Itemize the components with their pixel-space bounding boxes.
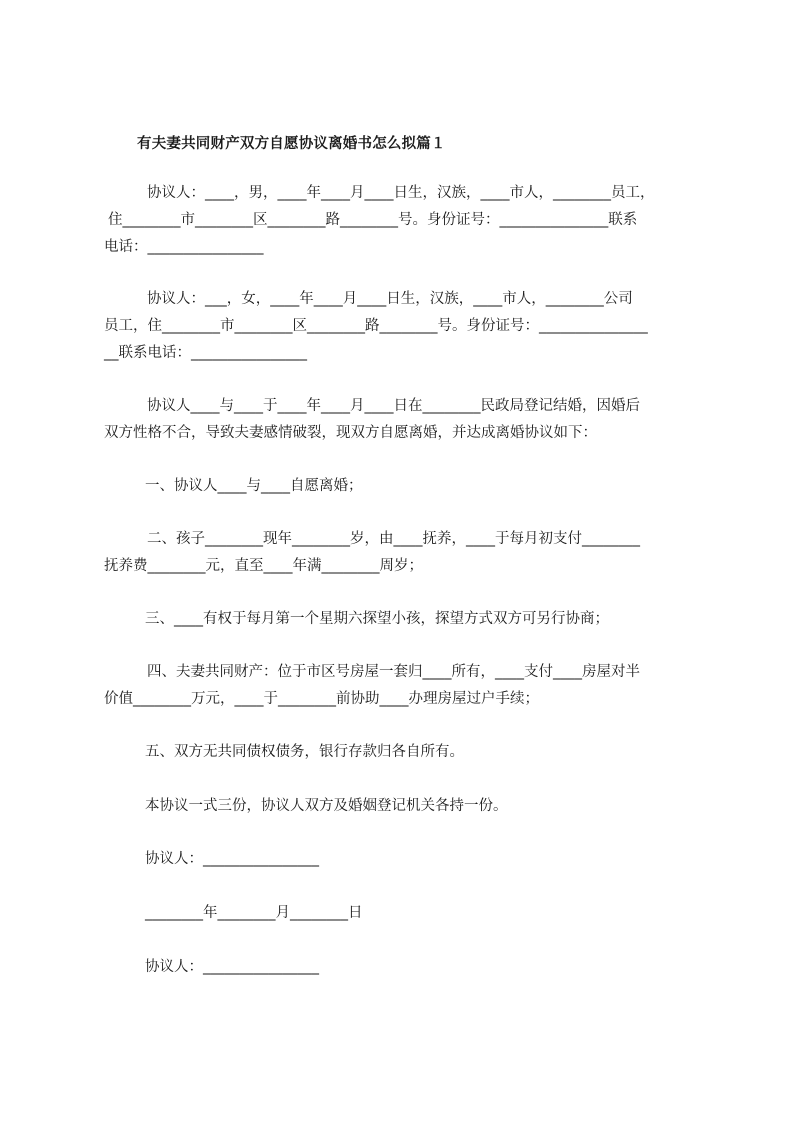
clause-3: 三、____有权于每月第一个星期六探望小孩，探望方式双方可另行协商； [145,611,609,627]
party2-line-3: __联系电话：________________ [104,345,307,361]
intro-line-1: 协议人____与____于____年____月____日在________民政局登记结婚，因婚后 [147,398,640,414]
clause-1: 一、协议人____与____自愿离婚； [145,478,363,494]
signature-line-1: 协议人：________________ [145,851,319,867]
clause-4-line-1: 四、夫妻共同财产：位于市区号房屋一套归____所有，____支付____房屋对半 [147,664,640,680]
party1-line-3: 电话：________________ [104,239,264,255]
clause-5: 五、双方无共同债权债务，银行存款归各自所有。 [145,744,464,760]
intro-line-2: 双方性格不合，导致夫妻感情破裂，现双方自愿离婚，并达成离婚协议如下： [104,425,597,441]
copies-statement: 本协议一式三份，协议人双方及婚姻登记机关各持一份。 [145,798,508,814]
party1-line-2: 住________市________区________路________号。身份证号：_______________联系 [108,212,638,228]
party2-line-1: 协议人：___，女，____年____月____日生，汉族，____市人，________公司 [147,291,633,307]
clause-2-line-1: 二、孩子________现年________岁，由____抚养，____于每月初支付________ [147,531,640,547]
signature-line-2: 协议人：________________ [145,959,319,975]
party1-line-1: 协议人：____，男，____年____月____日生，汉族，____市人，________员工， [147,185,655,201]
date-line: ________年________月________日 [145,905,363,921]
clause-4-line-2: 价值________万元，____于________前协助____办理房屋过户手续； [104,691,539,707]
clause-2-line-2: 抚养费________元，直至____年满________周岁； [104,558,423,574]
document-title: 有夫妻共同财产双方自愿协议离婚书怎么拟篇１ [137,136,446,152]
party2-line-2: 员工，住________市________区________路________号。身份证号：_______________ [104,318,648,334]
